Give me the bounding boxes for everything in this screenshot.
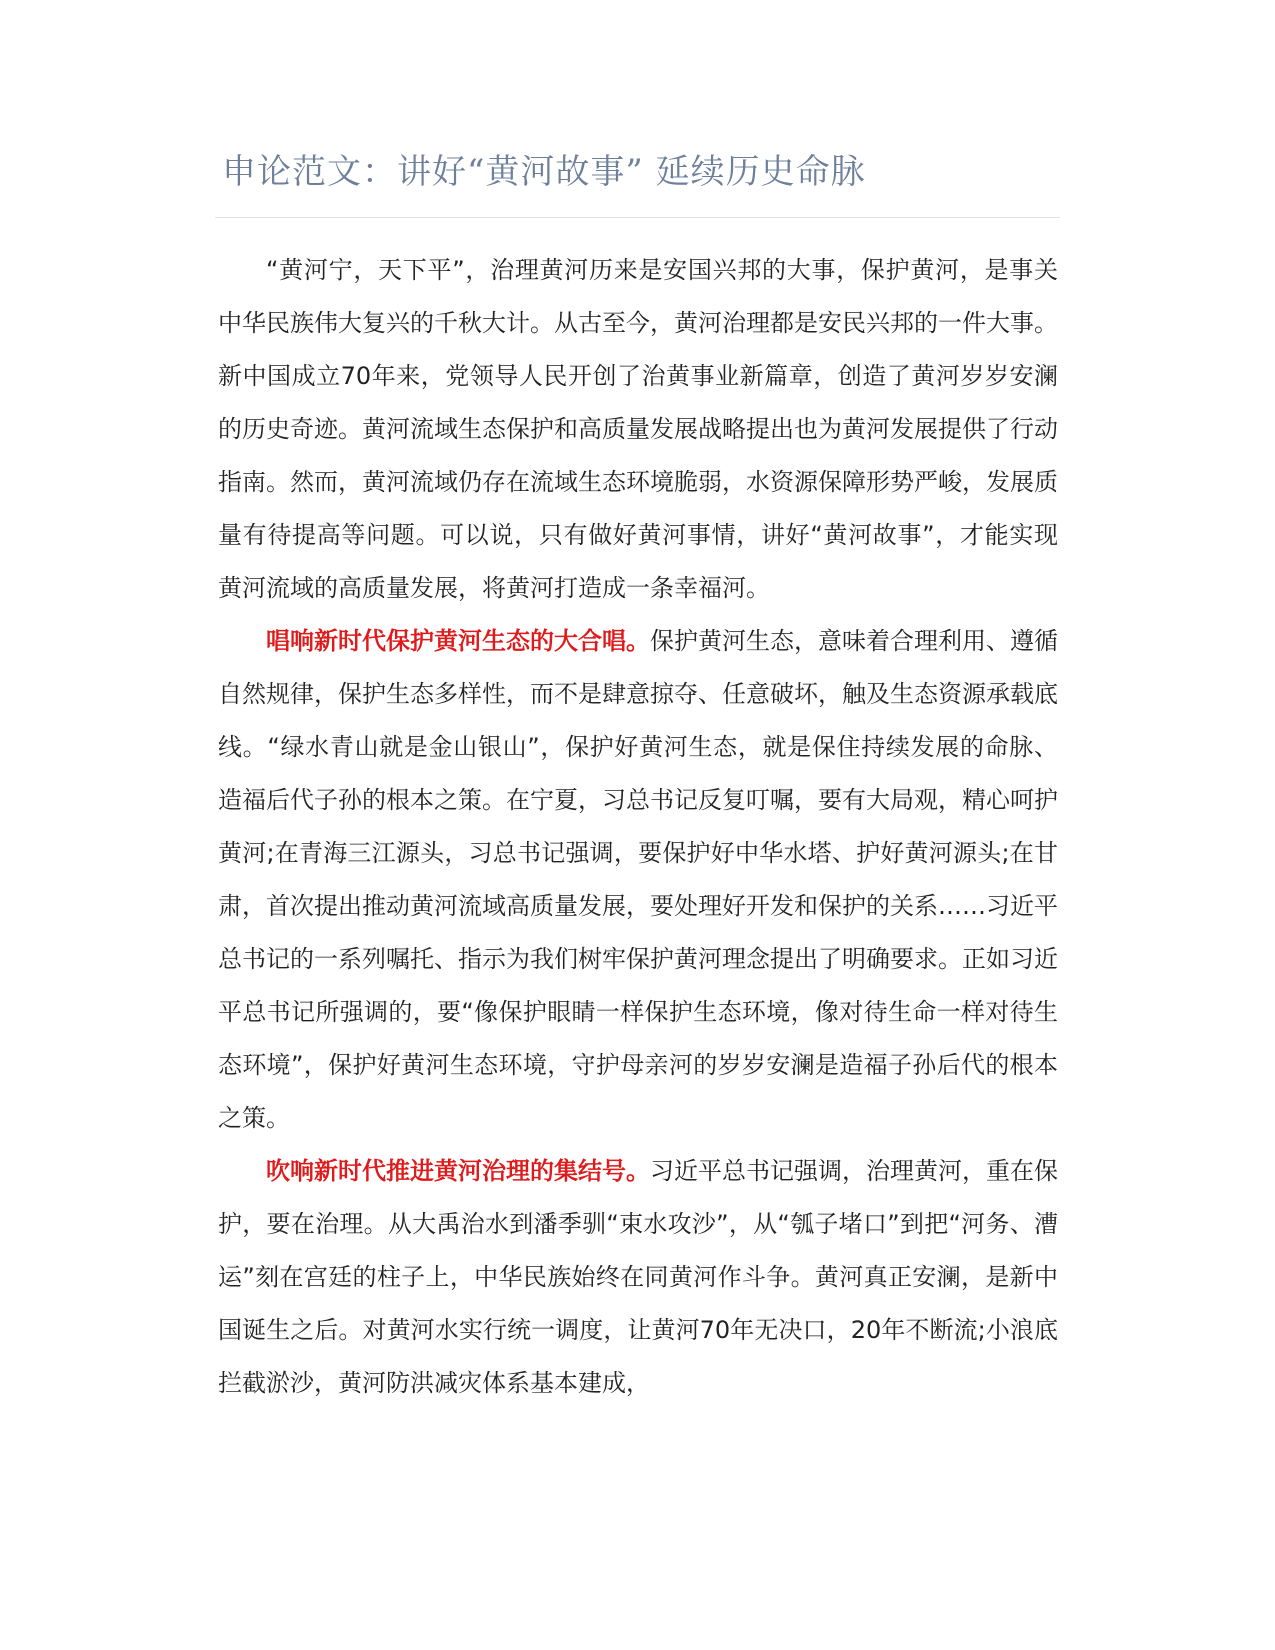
paragraph-text: 习近平总书记强调，治理黄河，重在保护，要在治理。从大禹治水到潘季驯“束水攻沙”，从“瓠子堵口”到把“河务、漕运”刻在宫廷的柱子上，中华民族始终在同黄河作斗争。黄河真正安澜，是新中国诞生之后。对黄河水实行统一调度，让黄河70年无决口，20年不断流;小浪底拦截淤沙，黄河防洪减灾体系基本建成，: [218, 1157, 1058, 1397]
article-title: 申论范文：讲好“黄河故事” 延续历史命脉: [222, 152, 866, 192]
section-heading-ecology: 唱响新时代保护黄河生态的大合唱。: [266, 627, 650, 655]
title-divider: [215, 217, 1060, 218]
section-heading-governance: 吹响新时代推进黄河治理的集结号。: [266, 1157, 650, 1185]
article-body: [218, 244, 1058, 1410]
paragraph-text: 保护黄河生态，意味着合理利用、遵循自然规律，保护生态多样性，而不是肆意掠夺、任意破坏，触及生态资源承载底线。“绿水青山就是金山银山”，保护好黄河生态，就是保住持续发展的命脉、造福后代子孙的根本之策。在宁夏，习总书记反复叮嘱，要有大局观，精心呵护黄河;在青海三江源头，习总书记强调，要保护好中华水塔、护好黄河源头;在甘肃，首次提出推动黄河流域高质量发展，要处理好开发和保护的关系……习近平总书记的一系列嘱托、指示为我们树牢保护黄河理念提出了明确要求。正如习近平总书记所强调的，要“像保护眼睛一样保护生态环境，像对待生命一样对待生态环境”，保护好黄河生态环境，守护母亲河的岁岁安澜是造福子孙后代的根本之策。: [218, 627, 1058, 1132]
paragraph-intro: [218, 244, 1058, 615]
paragraph-ecology: [218, 615, 1058, 1145]
paragraph-governance: [218, 1145, 1058, 1410]
paragraph-text: “黄河宁，天下平”，治理黄河历来是安国兴邦的大事，保护黄河，是事关中华民族伟大复兴的千秋大计。从古至今，黄河治理都是安民兴邦的一件大事。新中国成立70年来，党领导人民开创了治黄事业新篇章，创造了黄河岁岁安澜的历史奇迹。黄河流域生态保护和高质量发展战略提出也为黄河发展提供了行动指南。然而，黄河流域仍存在流域生态环境脆弱，水资源保障形势严峻，发展质量有待提高等问题。可以说，只有做好黄河事情，讲好“黄河故事”，才能实现黄河流域的高质量发展，将黄河打造成一条幸福河。: [218, 256, 1058, 602]
